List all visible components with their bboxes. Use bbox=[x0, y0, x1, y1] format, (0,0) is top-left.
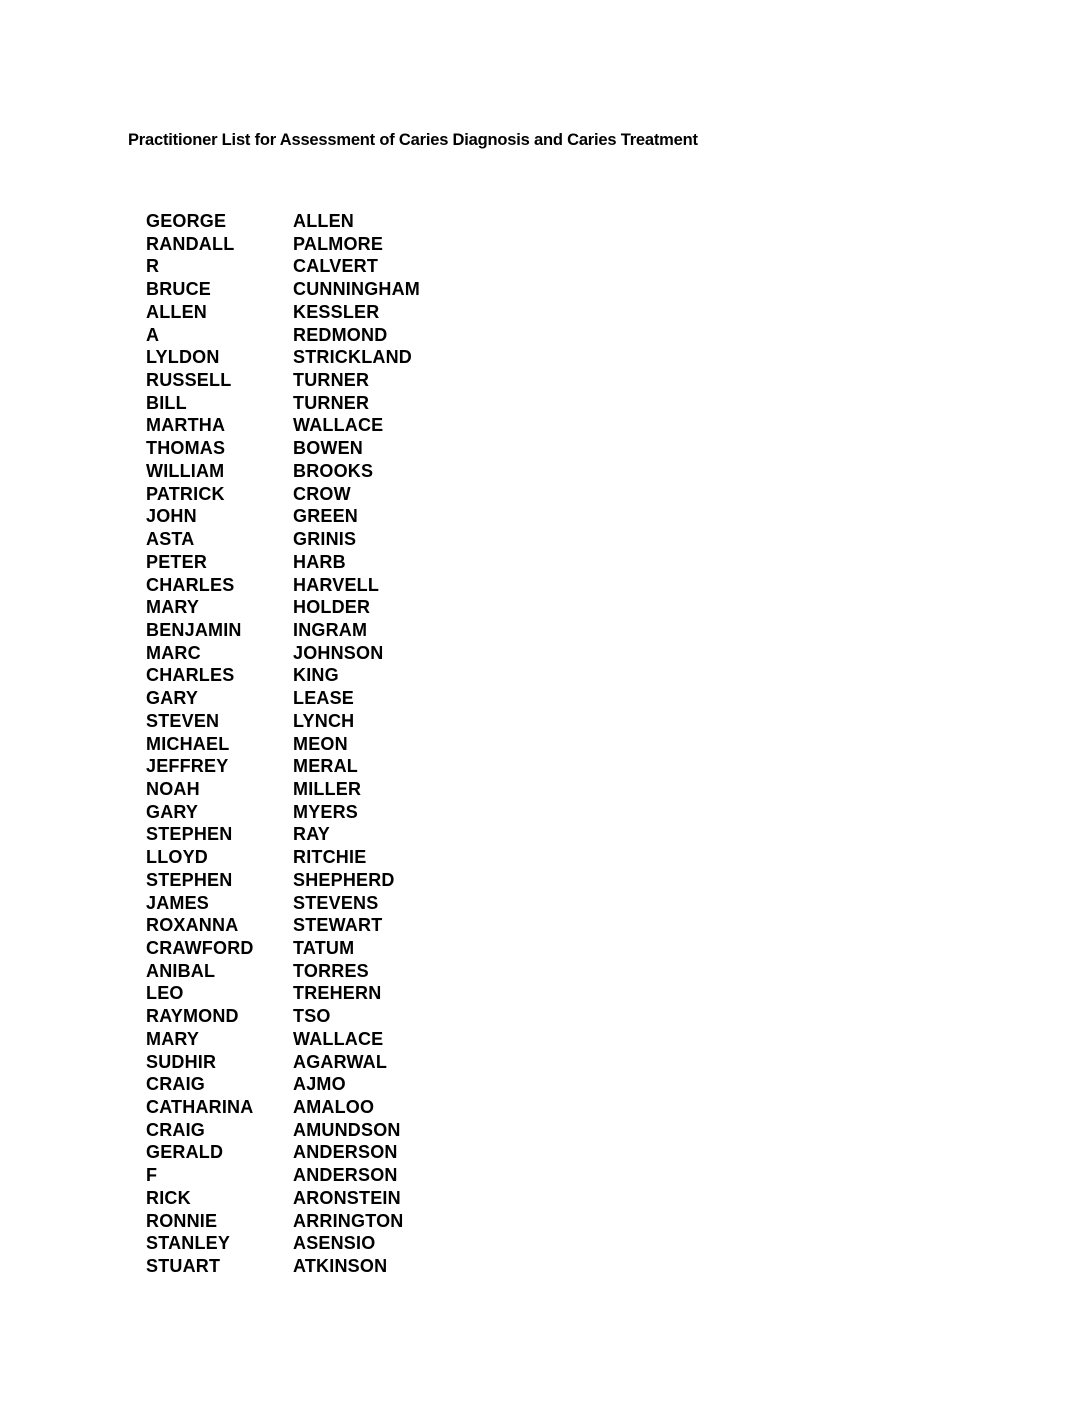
first-name: R bbox=[146, 256, 160, 277]
first-name: RICK bbox=[146, 1187, 191, 1208]
last-name: HARB bbox=[293, 551, 346, 572]
last-name: PALMORE bbox=[293, 233, 384, 254]
practitioner-row bbox=[146, 1051, 420, 1074]
first-name: RAYMOND bbox=[146, 1006, 239, 1027]
first-name: WILLIAM bbox=[146, 460, 225, 481]
practitioner-row bbox=[146, 846, 420, 869]
first-name: NOAH bbox=[146, 778, 200, 799]
practitioner-row bbox=[146, 1096, 420, 1119]
last-name: MERAL bbox=[293, 756, 358, 777]
first-name: ALLEN bbox=[146, 301, 207, 322]
practitioner-row bbox=[146, 301, 420, 324]
practitioner-row bbox=[146, 437, 420, 460]
practitioner-row bbox=[146, 1005, 420, 1028]
last-name: REDMOND bbox=[293, 324, 388, 345]
practitioner-row bbox=[146, 664, 420, 687]
first-name: STEVEN bbox=[146, 710, 220, 731]
last-name: ALLEN bbox=[293, 211, 354, 231]
practitioner-row bbox=[146, 778, 420, 801]
practitioner-row bbox=[146, 733, 420, 756]
first-name: STUART bbox=[146, 1256, 221, 1277]
last-name: BOWEN bbox=[293, 438, 363, 459]
first-name: STEPHEN bbox=[146, 869, 233, 890]
first-name: GERALD bbox=[146, 1142, 224, 1163]
practitioner-row bbox=[146, 687, 420, 710]
last-name: RAY bbox=[293, 824, 330, 845]
first-name: SUDHIR bbox=[146, 1051, 217, 1072]
practitioner-row bbox=[146, 823, 420, 846]
practitioner-row bbox=[146, 369, 420, 392]
last-name: KING bbox=[293, 665, 339, 686]
first-name: CRAIG bbox=[146, 1074, 205, 1095]
first-name: ASTA bbox=[146, 529, 195, 550]
last-name: INGRAM bbox=[293, 619, 368, 640]
practitioner-row bbox=[146, 1255, 420, 1278]
last-name: TURNER bbox=[293, 370, 370, 391]
practitioner-row bbox=[146, 414, 420, 437]
first-name: CHARLES bbox=[146, 665, 235, 686]
last-name: GREEN bbox=[293, 506, 359, 527]
last-name: LEASE bbox=[293, 688, 355, 709]
last-name: TORRES bbox=[293, 960, 369, 981]
first-name: BRUCE bbox=[146, 279, 212, 300]
practitioner-row bbox=[146, 460, 420, 483]
last-name: MEON bbox=[293, 733, 348, 754]
last-name: TATUM bbox=[293, 938, 355, 958]
first-name: MICHAEL bbox=[146, 733, 230, 754]
first-name: PETER bbox=[146, 551, 208, 572]
last-name: GRINIS bbox=[293, 529, 357, 550]
first-name: LYLDON bbox=[146, 347, 220, 368]
last-name: CALVERT bbox=[293, 256, 379, 277]
first-name: STEPHEN bbox=[146, 824, 233, 845]
practitioner-row bbox=[146, 1210, 420, 1233]
practitioner-row bbox=[146, 574, 420, 597]
first-name: MARTHA bbox=[146, 415, 226, 436]
last-name: STRICKLAND bbox=[293, 347, 412, 368]
last-name: HOLDER bbox=[293, 597, 371, 618]
practitioner-row bbox=[146, 869, 420, 892]
first-name: STANLEY bbox=[146, 1233, 231, 1254]
first-name: CRAWFORD bbox=[146, 938, 254, 958]
practitioner-row bbox=[146, 1119, 420, 1142]
first-name: LLOYD bbox=[146, 847, 208, 868]
practitioner-row bbox=[146, 1141, 420, 1164]
practitioner-row bbox=[146, 255, 420, 278]
last-name: BROOKS bbox=[293, 460, 374, 481]
practitioner-row bbox=[146, 937, 420, 960]
practitioner-row bbox=[146, 505, 420, 528]
first-name: RONNIE bbox=[146, 1210, 218, 1231]
last-name: MYERS bbox=[293, 801, 359, 822]
first-name: GARY bbox=[146, 801, 199, 822]
practitioner-row bbox=[146, 642, 420, 665]
last-name: MILLER bbox=[293, 778, 362, 799]
last-name: ARONSTEIN bbox=[293, 1187, 401, 1208]
practitioner-row bbox=[146, 1164, 420, 1187]
first-name: JOHN bbox=[146, 506, 197, 527]
last-name: SHEPHERD bbox=[293, 869, 395, 890]
practitioner-row bbox=[146, 755, 420, 778]
last-name: STEVENS bbox=[293, 892, 379, 913]
last-name: AGARWAL bbox=[293, 1051, 388, 1072]
first-name: CATHARINA bbox=[146, 1097, 254, 1118]
last-name: TURNER bbox=[293, 392, 370, 413]
last-name: ASENSIO bbox=[293, 1233, 376, 1254]
last-name: CUNNINGHAM bbox=[293, 279, 420, 300]
practitioner-list bbox=[146, 210, 420, 1278]
practitioner-row bbox=[146, 1073, 420, 1096]
practitioner-row bbox=[146, 596, 420, 619]
page-title: Practitioner List for Assessment of Caries Diagnosis and Caries Treatment bbox=[128, 131, 698, 149]
practitioner-row bbox=[146, 210, 420, 233]
practitioner-row bbox=[146, 1028, 420, 1051]
first-name: MARC bbox=[146, 642, 201, 663]
first-name: RANDALL bbox=[146, 233, 235, 254]
last-name: ANDERSON bbox=[293, 1165, 398, 1186]
last-name: KESSLER bbox=[293, 301, 380, 322]
last-name: AMALOO bbox=[293, 1097, 375, 1118]
last-name: ARRINGTON bbox=[293, 1210, 404, 1231]
first-name: JAMES bbox=[146, 892, 210, 913]
practitioner-row bbox=[146, 324, 420, 347]
practitioner-row bbox=[146, 233, 420, 256]
first-name: GARY bbox=[146, 688, 199, 709]
first-name: RUSSELL bbox=[146, 370, 232, 391]
last-name: HARVELL bbox=[293, 574, 380, 595]
last-name: ATKINSON bbox=[293, 1256, 388, 1277]
last-name: ANDERSON bbox=[293, 1142, 398, 1163]
first-name: MARY bbox=[146, 1028, 200, 1049]
practitioner-row bbox=[146, 1232, 420, 1255]
first-name: BENJAMIN bbox=[146, 619, 242, 640]
practitioner-row bbox=[146, 960, 420, 983]
first-name: BILL bbox=[146, 392, 187, 413]
first-name: MARY bbox=[146, 597, 200, 618]
last-name: CROW bbox=[293, 483, 351, 504]
practitioner-row bbox=[146, 801, 420, 824]
practitioner-row bbox=[146, 1187, 420, 1210]
practitioner-row bbox=[146, 551, 420, 574]
first-name: F bbox=[146, 1165, 158, 1186]
practitioner-row bbox=[146, 892, 420, 915]
practitioner-row bbox=[146, 528, 420, 551]
first-name: GEORGE bbox=[146, 211, 227, 231]
last-name: JOHNSON bbox=[293, 642, 384, 663]
last-name: WALLACE bbox=[293, 1028, 384, 1049]
last-name: WALLACE bbox=[293, 415, 384, 436]
last-name: TREHERN bbox=[293, 983, 382, 1004]
last-name: AMUNDSON bbox=[293, 1119, 401, 1140]
last-name: RITCHIE bbox=[293, 847, 367, 868]
practitioner-row bbox=[146, 710, 420, 733]
last-name: LYNCH bbox=[293, 710, 355, 731]
first-name: LEO bbox=[146, 983, 184, 1004]
practitioner-row bbox=[146, 619, 420, 642]
first-name: ROXANNA bbox=[146, 915, 239, 936]
last-name: TSO bbox=[293, 1006, 331, 1027]
practitioner-row bbox=[146, 392, 420, 415]
practitioner-row bbox=[146, 914, 420, 937]
practitioner-row bbox=[146, 483, 420, 506]
last-name: AJMO bbox=[293, 1074, 346, 1095]
practitioner-row bbox=[146, 982, 420, 1005]
first-name: A bbox=[146, 324, 160, 345]
practitioner-row bbox=[146, 278, 420, 301]
first-name: PATRICK bbox=[146, 483, 225, 504]
last-name: STEWART bbox=[293, 915, 383, 936]
practitioner-row bbox=[146, 346, 420, 369]
first-name: JEFFREY bbox=[146, 756, 229, 777]
first-name: ANIBAL bbox=[146, 960, 216, 981]
first-name: CRAIG bbox=[146, 1119, 205, 1140]
first-name: CHARLES bbox=[146, 574, 235, 595]
first-name: THOMAS bbox=[146, 438, 226, 459]
